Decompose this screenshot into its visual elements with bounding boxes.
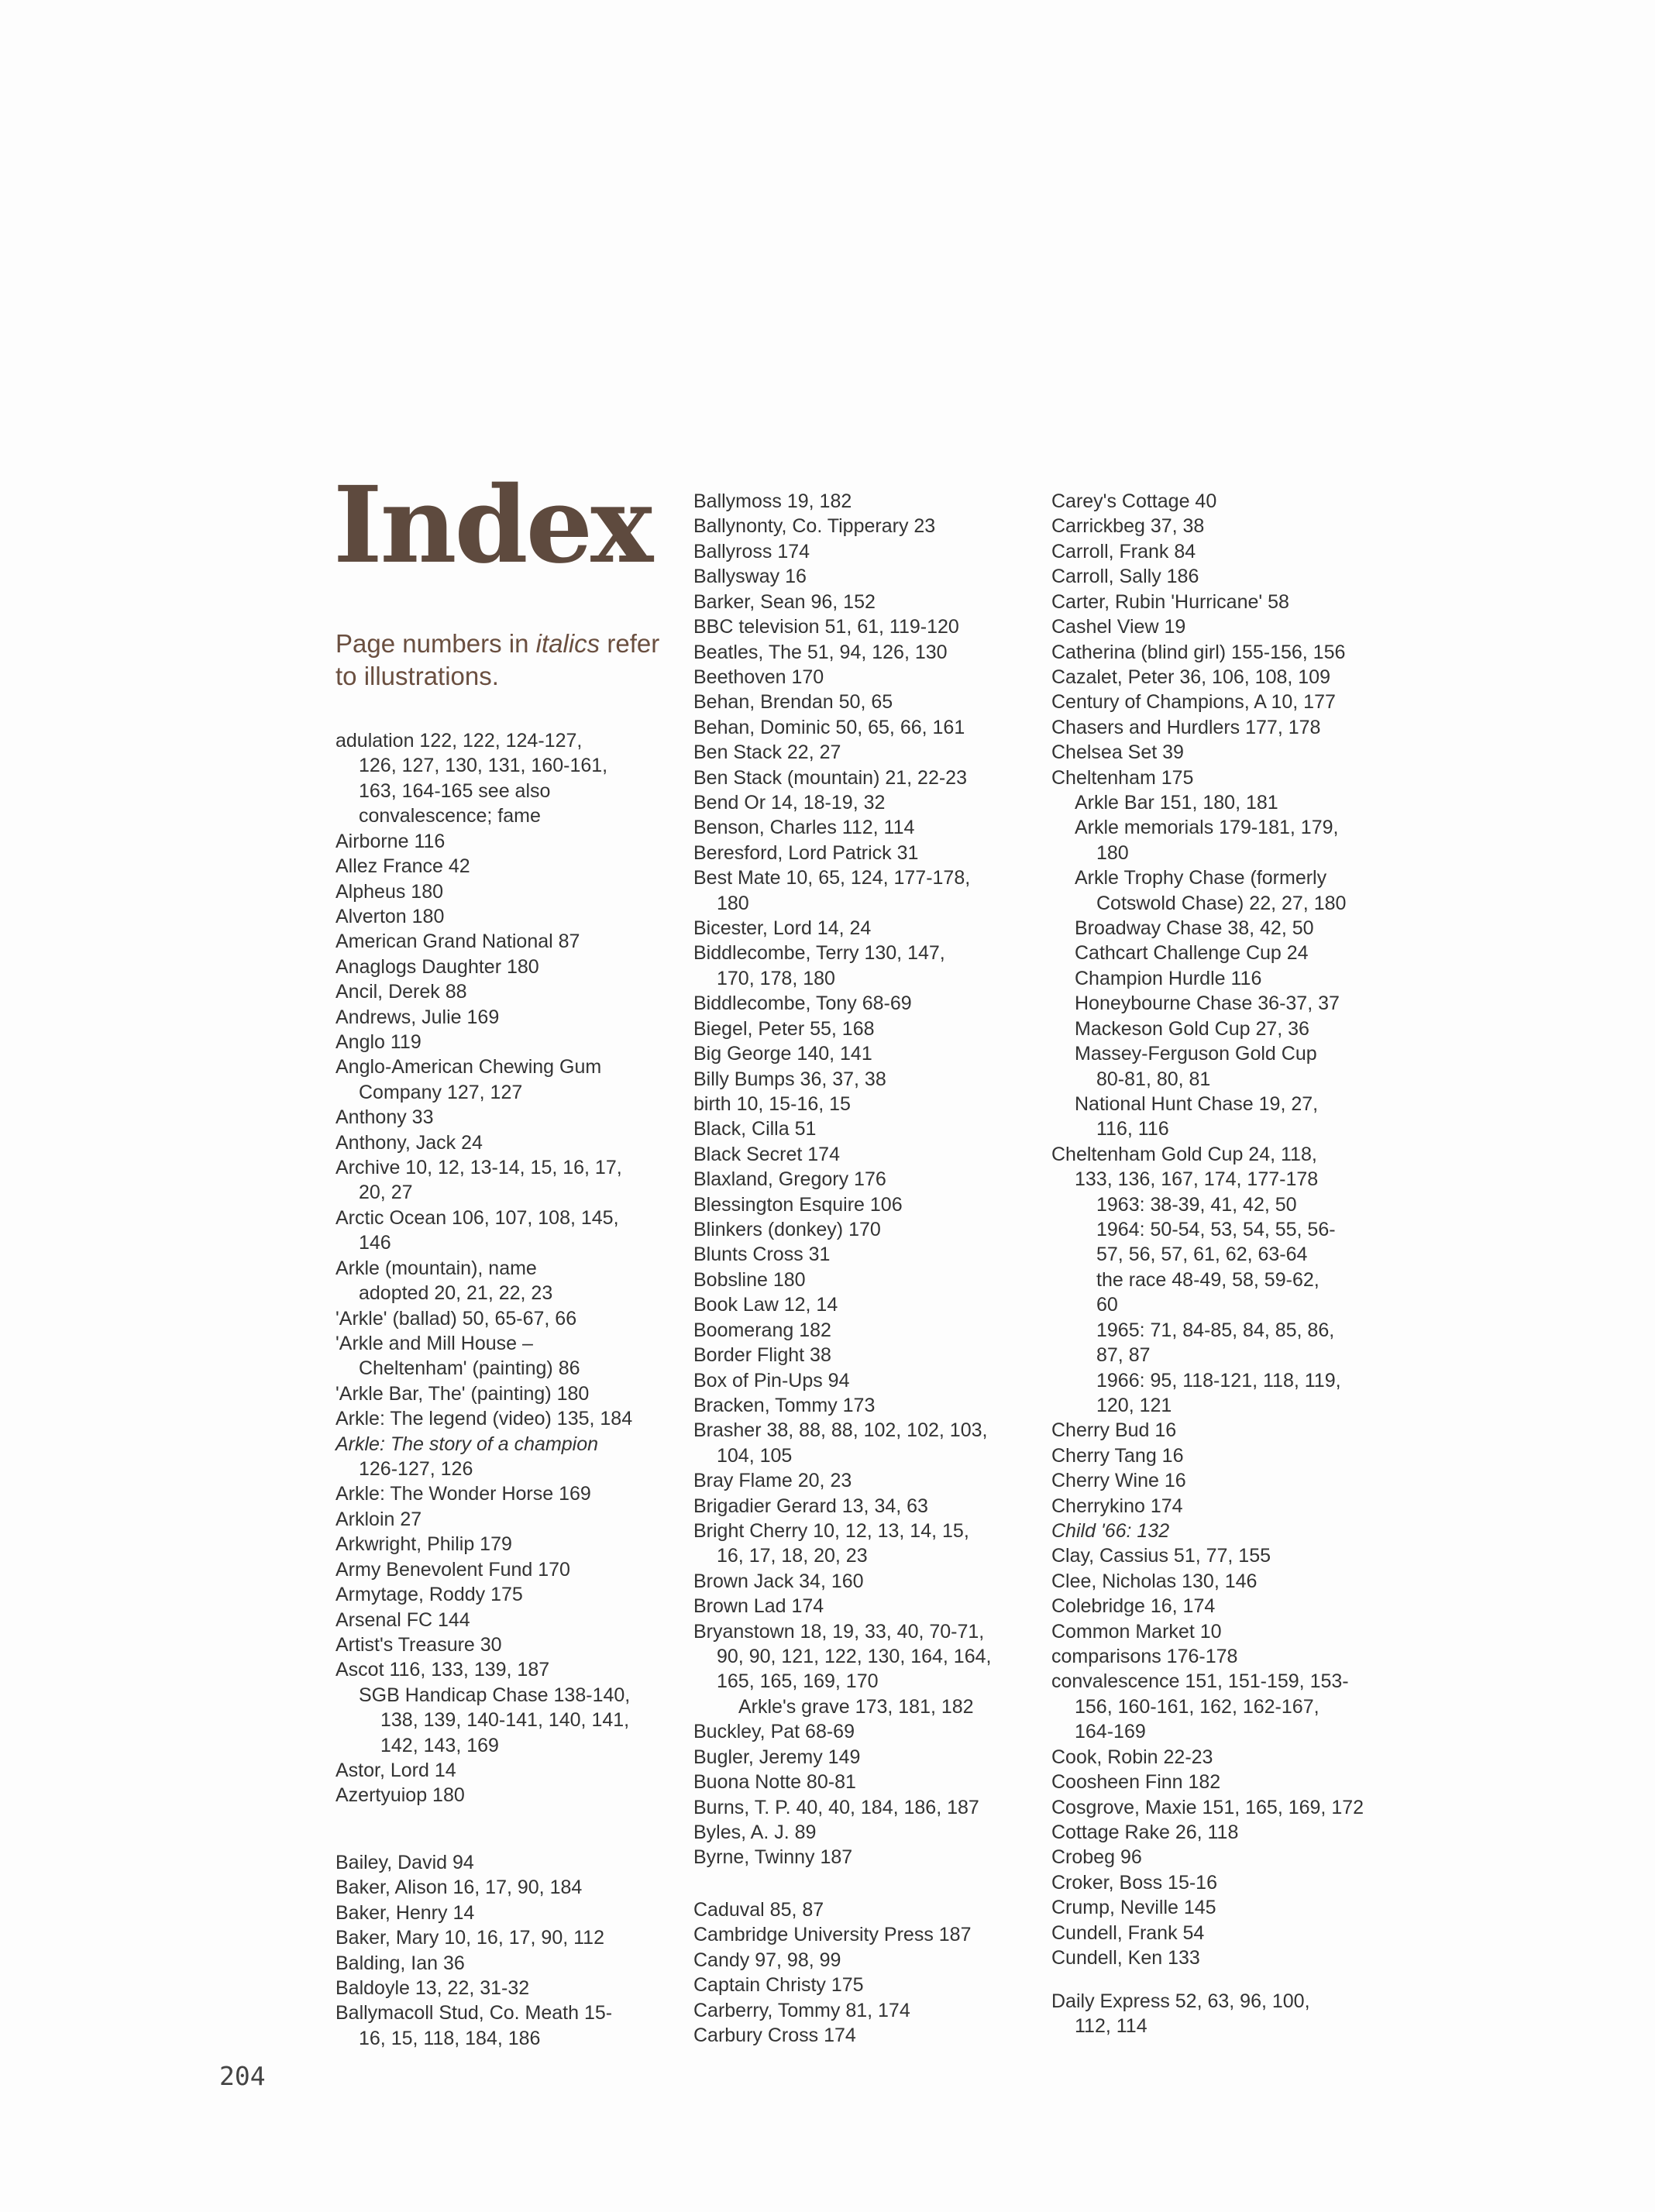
index-entry: Blunts Cross 31 [693,1244,831,1265]
index-entry: Carroll, Sally 186 [1051,566,1199,587]
index-entry: 112, 114 [1075,2015,1147,2037]
index-entry: Bray Flame 20, 23 [693,1470,852,1491]
index-entry: Buckley, Pat 68-69 [693,1721,855,1742]
index-entry: Crobeg 96 [1051,1846,1142,1868]
index-entry: Behan, Dominic 50, 65, 66, 161 [693,717,965,738]
index-entry: Arctic Ocean 106, 107, 108, 145, [335,1207,619,1229]
index-entry: Coosheen Finn 182 [1051,1771,1221,1793]
index-entry: Biddlecombe, Terry 130, 147, [693,942,945,964]
index-entry: 120, 121 [1096,1395,1172,1416]
index-entry: Cheltenham Gold Cup 24, 118, [1051,1144,1317,1165]
index-entry: 57, 56, 57, 61, 62, 63-64 [1096,1244,1308,1265]
index-entry: Massey-Ferguson Gold Cup [1075,1043,1317,1065]
index-entry: Byrne, Twinny 187 [693,1846,853,1868]
index-note [335,628,661,693]
index-entry: 80-81, 80, 81 [1096,1068,1211,1090]
index-entry: Anthony 33 [335,1106,434,1128]
index-entry: Anglo-American Chewing Gum [335,1056,602,1078]
index-entry: Colebridge 16, 174 [1051,1595,1216,1617]
index-entry: Baker, Mary 10, 16, 17, 90, 112 [335,1927,604,1949]
index-entry: 156, 160-161, 162, 162-167, [1075,1696,1320,1718]
index-entry: Chasers and Hurdlers 177, 178 [1051,717,1321,738]
index-entry: Black, Cilla 51 [693,1118,817,1140]
index-entry: Benson, Charles 112, 114 [693,817,915,838]
note-text-start: Page numbers in [335,629,536,658]
index-entry: Ben Stack (mountain) 21, 22-23 [693,767,967,789]
index-entry: the race 48-49, 58, 59-62, [1096,1269,1320,1291]
index-entry: Artist's Treasure 30 [335,1634,502,1656]
index-entry: 1963: 38-39, 41, 42, 50 [1096,1194,1297,1216]
index-entry: Anthony, Jack 24 [335,1132,483,1154]
index-entry: Box of Pin-Ups 94 [693,1370,850,1392]
index-entry: Arkle memorials 179-181, 179, [1075,817,1339,838]
index-entry: Champion Hurdle 116 [1075,968,1262,989]
index-entry: Bugler, Jeremy 149 [693,1746,861,1768]
index-entry: Arkloin 27 [335,1508,422,1530]
index-entry: Balding, Ian 36 [335,1952,465,1974]
index-entry: Company 127, 127 [359,1082,523,1103]
index-entry: Best Mate 10, 65, 124, 177-178, [693,867,971,889]
index-entry: Buona Notte 80-81 [693,1771,856,1793]
index-entry: Ballysway 16 [693,566,807,587]
index-entry: Catherina (blind girl) 155-156, 156 [1051,642,1346,663]
index-entry: Arsenal FC 144 [335,1609,470,1631]
index-entry: Carberry, Tommy 81, 174 [693,2000,910,2021]
index-entry: 'Arkle' (ballad) 50, 65-67, 66 [335,1308,577,1330]
index-entry: Cherrykino 174 [1051,1495,1183,1517]
index-entry: Cottage Rake 26, 118 [1051,1822,1239,1843]
index-entry: Behan, Brendan 50, 65 [693,691,893,713]
index-entry: 1966: 95, 118-121, 118, 119, [1096,1370,1341,1392]
index-entry: Army Benevolent Fund 170 [335,1559,570,1581]
index-entry: Ascot 116, 133, 139, 187 [335,1659,550,1681]
index-entry: Mackeson Gold Cup 27, 36 [1075,1018,1309,1040]
index-entry: Allez France 42 [335,855,470,877]
index-entry: Arkwright, Philip 179 [335,1533,512,1555]
index-entry: Brasher 38, 88, 88, 102, 102, 103, [693,1419,988,1441]
index-entry: Cheltenham 175 [1051,767,1194,789]
index-entry: Cheltenham' (painting) 86 [359,1357,580,1379]
index-entry: Cook, Robin 22-23 [1051,1746,1213,1768]
index-entry: Brown Jack 34, 160 [693,1570,864,1592]
index-entry: 138, 139, 140-141, 140, 141, [380,1709,630,1731]
index-entry: 1964: 50-54, 53, 54, 55, 56- [1096,1219,1336,1240]
index-entry: Archive 10, 12, 13-14, 15, 16, 17, [335,1157,622,1178]
index-entry: Broadway Chase 38, 42, 50 [1075,917,1314,939]
index-entry: SGB Handicap Chase 138-140, [359,1684,631,1706]
index-entry: Brown Lad 174 [693,1595,824,1617]
index-entry: Honeybourne Chase 36-37, 37 [1075,992,1340,1014]
index-entry: Arkle (mountain), name [335,1257,537,1279]
index-entry: Clee, Nicholas 130, 146 [1051,1570,1258,1592]
index-entry: Beresford, Lord Patrick 31 [693,842,919,864]
index-entry: Alverton 180 [335,906,445,927]
index-entry: 170, 178, 180 [717,968,835,989]
page-number: 204 [219,2061,266,2091]
index-entry: Anaglogs Daughter 180 [335,956,539,978]
index-entry: Anglo 119 [335,1031,421,1053]
index-entry: Arkle: The Wonder Horse 169 [335,1483,591,1505]
index-entry: Arkle Bar 151, 180, 181 [1075,792,1278,814]
index-entry: 126, 127, 130, 131, 160-161, [359,755,608,776]
index-entry: Croker, Boss 15-16 [1051,1872,1217,1894]
index-entry: Black Secret 174 [693,1144,840,1165]
index-entry: Cazalet, Peter 36, 106, 108, 109 [1051,666,1330,688]
index-entry: 133, 136, 167, 174, 177-178 [1075,1168,1319,1190]
index-entry: Century of Champions, A 10, 177 [1051,691,1336,713]
index-entry: 16, 17, 18, 20, 23 [717,1545,868,1567]
index-entry: Blaxland, Gregory 176 [693,1168,886,1190]
page-title: Index [333,463,652,587]
index-entry: Bryanstown 18, 19, 33, 40, 70-71, [693,1621,985,1643]
index-entry: Bend Or 14, 18-19, 32 [693,792,886,814]
index-entry: Candy 97, 98, 99 [693,1949,841,1971]
index-entry: 126-127, 126 [359,1458,473,1480]
index-entry: Ancil, Derek 88 [335,981,467,1003]
index-entry: Biddlecombe, Tony 68-69 [693,992,912,1014]
index-entry: Big George 140, 141 [693,1043,872,1065]
index-entry: National Hunt Chase 19, 27, [1075,1093,1319,1115]
index-entry: Astor, Lord 14 [335,1760,456,1781]
index-entry: Billy Bumps 36, 37, 38 [693,1068,886,1090]
index-entry: Caduval 85, 87 [693,1899,824,1921]
index-entry: birth 10, 15-16, 15 [693,1093,851,1115]
index-entry: Boomerang 182 [693,1319,831,1341]
index-entry: 90, 90, 121, 122, 130, 164, 164, [717,1646,992,1667]
index-entry: Cosgrove, Maxie 151, 165, 169, 172 [1051,1797,1364,1818]
index-entry: 1965: 71, 84-85, 84, 85, 86, [1096,1319,1335,1341]
index-entry: 'Arkle Bar, The' (painting) 180 [335,1383,590,1405]
index-entry: 146 [359,1232,391,1254]
index-entry: Beatles, The 51, 94, 126, 130 [693,642,948,663]
index-entry: 142, 143, 169 [380,1735,499,1756]
index-entry: Byles, A. J. 89 [693,1822,817,1843]
index-entry: Daily Express 52, 63, 96, 100, [1051,1990,1310,2012]
index-entry: 104, 105 [717,1445,793,1467]
index-entry: Arkle Trophy Chase (formerly [1075,867,1327,889]
index-entry: Barker, Sean 96, 152 [693,591,876,613]
index-entry: Ballymacoll Stud, Co. Meath 15- [335,2002,613,2024]
index-entry: American Grand National 87 [335,931,580,952]
index-entry: Beethoven 170 [693,666,824,688]
index-entry: 163, 164-165 see also [359,780,551,802]
index-entry: Arkle's grave 173, 181, 182 [738,1696,974,1718]
index-entry: Bailey, David 94 [335,1852,474,1873]
index-entry: 87, 87 [1096,1344,1151,1366]
index-entry: Cherry Tang 16 [1051,1445,1184,1467]
note-text-end: refer to illustrations. [335,629,660,690]
index-entry: 'Arkle and Mill House – [335,1333,533,1354]
index-entry: Alpheus 180 [335,881,444,903]
index-entry: Clay, Cassius 51, 77, 155 [1051,1545,1271,1567]
index-entry: Bracken, Tommy 173 [693,1395,876,1416]
index-entry: Carey's Cottage 40 [1051,490,1217,512]
index-entry: Blessington Esquire 106 [693,1194,903,1216]
index-entry: convalescence 151, 151-159, 153- [1051,1670,1349,1692]
index-entry: convalescence; fame [359,805,541,827]
index-entry: Arkle: The legend (video) 135, 184 [335,1408,633,1429]
index-entry: 180 [1096,842,1129,864]
index-entry: 16, 15, 118, 184, 186 [359,2028,541,2049]
index-entry: Airborne 116 [335,831,446,852]
index-entry: Arkle: The story of a champion [335,1433,599,1455]
index-entry: Baldoyle 13, 22, 31-32 [335,1977,530,1999]
index-entry: Cambridge University Press 187 [693,1924,972,1945]
index-entry: Cundell, Frank 54 [1051,1922,1205,1944]
index-entry: 164-169 [1075,1721,1146,1742]
index-entry: Carbury Cross 174 [693,2025,856,2046]
index-entry: Crump, Neville 145 [1051,1897,1216,1918]
index-entry: Cherry Bud 16 [1051,1419,1177,1441]
index-entry: Child '66: 132 [1051,1520,1170,1542]
index-entry: Bicester, Lord 14, 24 [693,917,872,939]
index-entry: Ballymoss 19, 182 [693,490,852,512]
index-entry: Bright Cherry 10, 12, 13, 14, 15, [693,1520,969,1542]
index-entry: Book Law 12, 14 [693,1294,838,1316]
index-entry: Ballynonty, Co. Tipperary 23 [693,515,936,537]
index-entry: 20, 27 [359,1182,413,1203]
index-entry: Cathcart Challenge Cup 24 [1075,942,1309,964]
index-entry: Baker, Henry 14 [335,1902,475,1924]
index-entry: Carroll, Frank 84 [1051,541,1196,562]
index-entry: 165, 165, 169, 170 [717,1670,879,1692]
index-entry: Cherry Wine 16 [1051,1470,1186,1491]
index-entry: 180 [717,893,749,914]
index-entry: adopted 20, 21, 22, 23 [359,1282,553,1304]
index-entry: Bobsline 180 [693,1269,806,1291]
index-entry: Carter, Rubin 'Hurricane' 58 [1051,591,1289,613]
index-entry: Carrickbeg 37, 38 [1051,515,1205,537]
index-entry: comparisons 176-178 [1051,1646,1238,1667]
index-entry: Andrews, Julie 169 [335,1006,500,1028]
index-entry: Chelsea Set 39 [1051,741,1184,763]
index-entry: Brigadier Gerard 13, 34, 63 [693,1495,928,1517]
index-entry: Cashel View 19 [1051,616,1186,638]
index-entry: Cundell, Ken 133 [1051,1947,1200,1969]
index-entry: 116, 116 [1096,1118,1169,1140]
index-entry: Blinkers (donkey) 170 [693,1219,881,1240]
note-text-italic: italics [535,629,600,658]
index-entry: 60 [1096,1294,1118,1316]
index-entry: Baker, Alison 16, 17, 90, 184 [335,1877,583,1898]
index-entry: Ben Stack 22, 27 [693,741,841,763]
index-entry: Armytage, Roddy 175 [335,1584,523,1605]
index-entry: Cotswold Chase) 22, 27, 180 [1096,893,1347,914]
index-entry: adulation 122, 122, 124-127, [335,730,583,752]
index-entry: Burns, T. P. 40, 40, 184, 186, 187 [693,1797,979,1818]
index-entry: Captain Christy 175 [693,1974,864,1996]
index-entry: Azertyuiop 180 [335,1784,465,1806]
index-entry: Biegel, Peter 55, 168 [693,1018,875,1040]
index-entry: BBC television 51, 61, 119-120 [693,616,959,638]
index-entry: Border Flight 38 [693,1344,831,1366]
index-entry: Common Market 10 [1051,1621,1222,1643]
index-entry: Ballyross 174 [693,541,810,562]
